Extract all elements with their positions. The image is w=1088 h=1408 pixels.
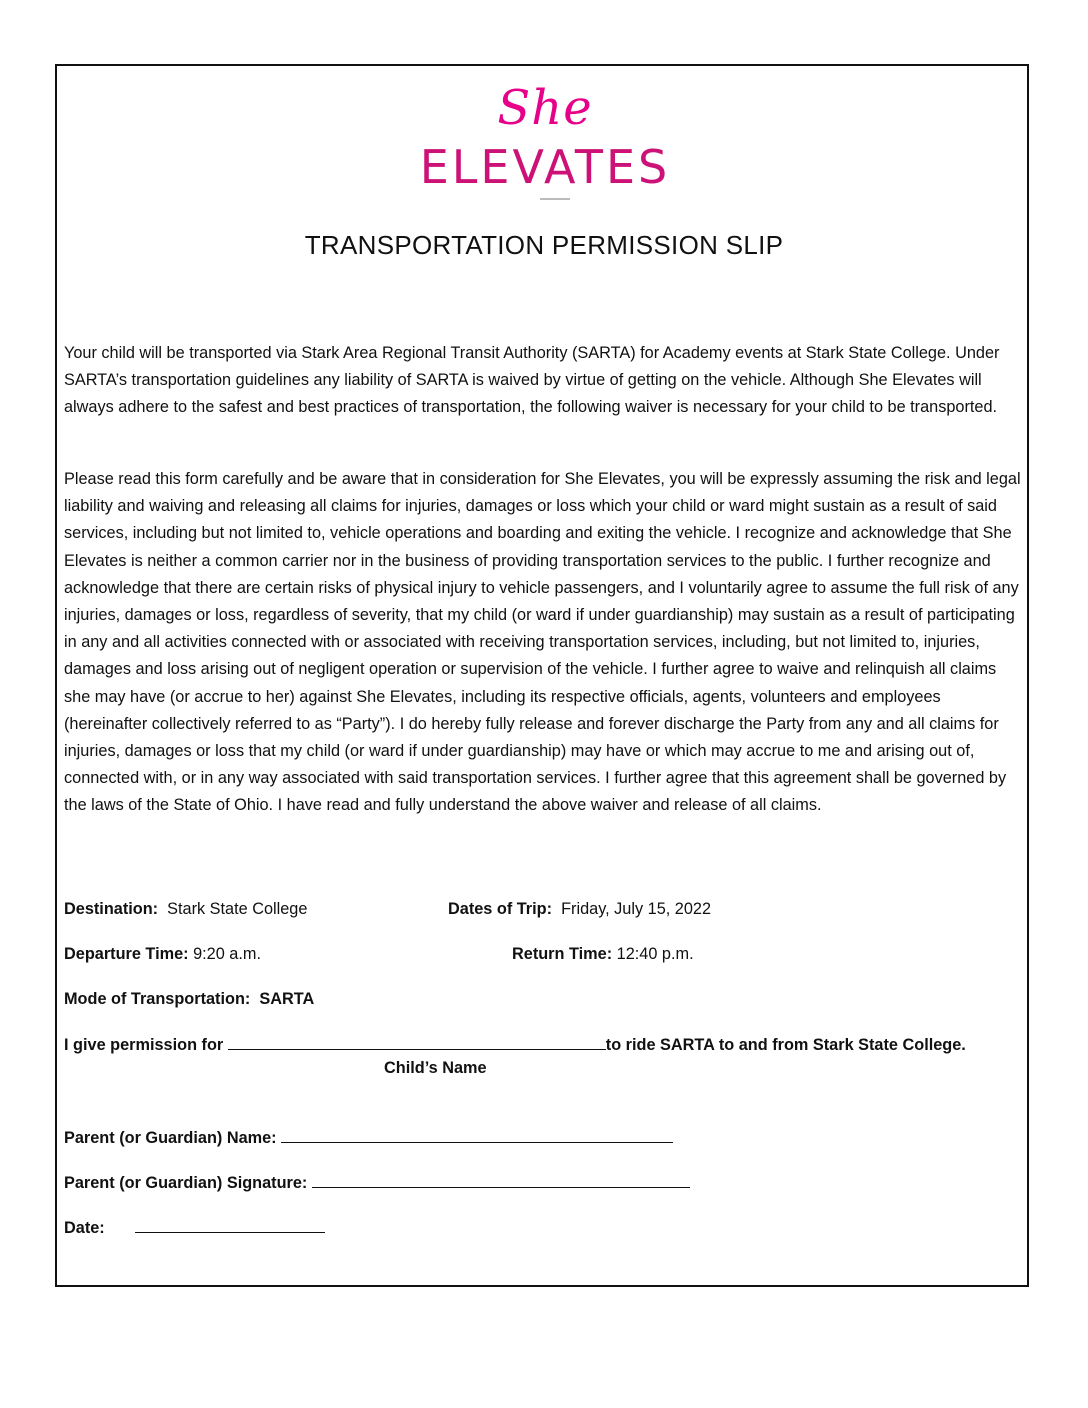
child-name-caption: Child’s Name: [384, 1059, 487, 1077]
child-name-field[interactable]: [228, 1035, 606, 1050]
mode-value: SARTA: [259, 990, 315, 1008]
destination-row: [64, 900, 307, 919]
dates-row: [448, 900, 711, 919]
dates-label: Dates of Trip:: [448, 900, 553, 918]
intro-paragraph: Your child will be transported via Stark Area Regional Transit Authority (SARTA) for Academy events at Stark State College. Under SARTA’s transportation guidelines any liability of SARTA is waived by virtue of getting on the vehicle. Although She Elevates will always adhere to the safest and best practices of transportation, the following waiver is necessary for your child to be transported.: [64, 344, 1000, 417]
departure-row: [64, 945, 261, 964]
page-title: TRANSPORTATION PERMISSION SLIP: [304, 230, 784, 260]
dates-value: Friday, July 15, 2022: [561, 900, 712, 918]
she-elevates-logo: [410, 80, 680, 205]
permission-row: [64, 1035, 966, 1055]
date-row: [64, 1218, 325, 1238]
mode-label: Mode of Transportation:: [64, 990, 251, 1008]
logo-she-script: She: [497, 80, 593, 136]
waiver-paragraph: Please read this form carefully and be aware that in consideration for She Elevates, you will be expressly assuming the risk and legal liability and waiving and releasing all claims for injuries, damages or loss which your child or ward might sustain as a result of said services, including but not limited to, vehicle operations and boarding and exiting the vehicle. I recognize and acknowledge that She Elevates is neither a common carrier nor in the business of providing transportation services to the public. I further recognize and acknowledge that there are certain risks of physical injury to vehicle passengers, and I voluntarily agree to assume the full risk of any injuries, damages or loss, regardless of severity, that my child (or ward if under guardianship) may sustain as a result of participating in any and all activities connected with or associated with receiving transportation services, including, but not limited to, injuries, damages and loss arising out of negligent operation or supervision of the vehicle. I further agree to waive and relinquish all claims she may have (or accrue to her) against She Elevates, including its respective officials, agents, volunteers and employees (hereinafter collectively referred to as “Party”). I do hereby fully release and forever discharge the Party from any and all claims for injuries, damages or loss that my child (or ward if under guardianship) may have or which may accrue to me and arising out of, connected with, or in any way associated with said transportation services. I further agree that this agreement shall be governed by the laws of the State of Ohio. I have read and fully understand the above waiver and release of all claims.: [64, 470, 1021, 815]
logo-underline: [540, 198, 570, 200]
destination-label: Destination:: [64, 900, 159, 918]
parent-name-row: [64, 1128, 673, 1148]
return-label: Return Time:: [512, 945, 613, 963]
departure-value: 9:20 a.m.: [193, 945, 261, 963]
permission-prefix: I give permission for: [64, 1036, 224, 1054]
date-field[interactable]: [135, 1218, 325, 1233]
permission-suffix: to ride SARTA to and from Stark State College.: [605, 1036, 966, 1054]
logo-elevates-wordmark: ELEVATES: [419, 140, 671, 194]
mode-row: [64, 990, 314, 1009]
parent-name-label: Parent (or Guardian) Name:: [64, 1129, 277, 1147]
return-value: 12:40 p.m.: [616, 945, 694, 963]
date-label: Date:: [64, 1219, 105, 1237]
parent-signature-row: [64, 1173, 690, 1193]
parent-signature-field[interactable]: [312, 1173, 690, 1188]
parent-signature-label: Parent (or Guardian) Signature:: [64, 1174, 308, 1192]
departure-label: Departure Time:: [64, 945, 189, 963]
destination-value: Stark State College: [167, 900, 308, 918]
parent-name-field[interactable]: [281, 1128, 673, 1143]
return-row: [512, 945, 694, 964]
